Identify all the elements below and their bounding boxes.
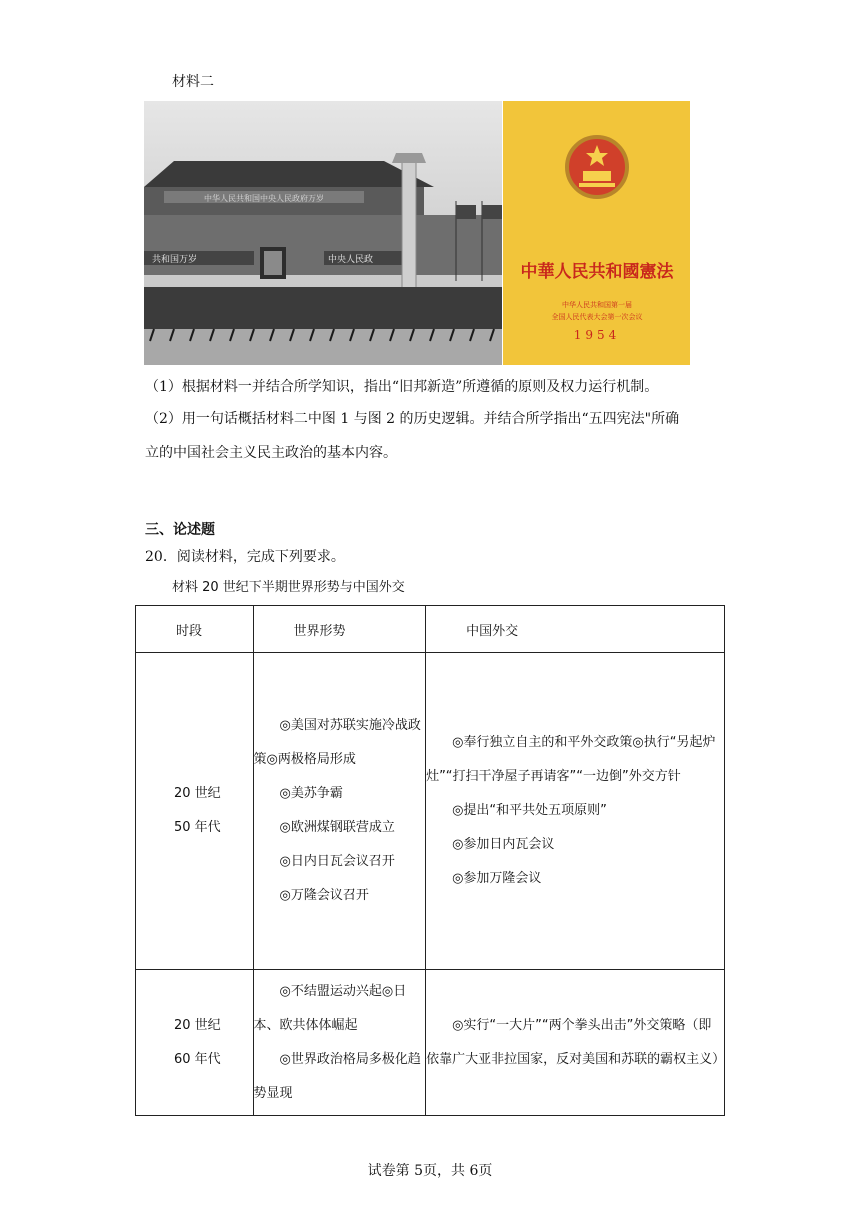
world-item: ◎不结盟运动兴起◎日本、欧共体体崛起 <box>253 983 407 1033</box>
table-header-row <box>136 606 725 653</box>
left-sign: 共和国万岁 <box>152 255 198 265</box>
question-20: 20．阅读材料，完成下列要求。 <box>145 549 345 565</box>
header-china: 中国外交 <box>426 606 725 653</box>
constitution-cover <box>503 101 690 365</box>
page-footer: 试卷第 5页，共 6页 <box>367 1163 493 1179</box>
world-item: ◎美国对苏联实施冷战政策◎两极格局形成 <box>253 718 421 767</box>
china-cell <box>426 970 725 1116</box>
section-title: 三、论述题 <box>145 522 215 538</box>
header-world: 世界形势 <box>253 606 426 653</box>
constitution-title: 中華人民共和國憲法 <box>520 262 674 282</box>
world-cell <box>253 653 426 970</box>
constitution-year: 1954 <box>573 328 621 342</box>
world-item: ◎美苏争霸 <box>279 786 343 801</box>
constitution-sub1: 中华人民共和国第一届 <box>562 301 632 309</box>
period-line: 60 年代 <box>174 1051 221 1067</box>
foreign-policy-table <box>135 605 725 1116</box>
world-item: ◎欧洲煤钢联营成立 <box>279 820 395 835</box>
world-item: ◎万隆会议召开 <box>279 888 369 903</box>
china-item: ◎提出“和平共处五项原则” <box>452 803 607 818</box>
question-2-line1: （2）用一句话概括材料二中图 1 与图 2 的历史逻辑。并结合所学指出“五四宪法"所确 <box>145 411 680 427</box>
china-item: ◎参加日内瓦会议 <box>452 837 555 852</box>
period-line: 50 年代 <box>174 820 221 835</box>
period-line: 20 世纪 <box>174 786 221 801</box>
period-cell <box>136 970 254 1116</box>
banner-text: 中华人民共和国中央人民政府万岁 <box>204 194 324 203</box>
world-item: ◎日内日瓦会议召开 <box>279 854 395 869</box>
period-cell <box>136 653 254 970</box>
table-caption: 材料 20 世纪下半期世界形势与中国外交 <box>172 580 405 595</box>
question-1: （1）根据材料一并结合所学知识，指出“旧邦新造”所遵循的原则及权力运行机制。 <box>145 379 659 395</box>
material-label: 材料二 <box>172 74 214 90</box>
china-item: ◎实行“一大片”“两个拳头出击”外交策略（即依靠广大亚非拉国家，反对美国和苏联的霸权主义） <box>426 1017 726 1067</box>
constitution-sub2: 全国人民代表大会第一次会议 <box>551 313 643 321</box>
tiananmen-parade-photo <box>144 101 502 365</box>
china-item: ◎奉行独立自主的和平外交政策◎执行“另起炉灶”“打扫干净屋子再请客”“一边倒”外交方针 <box>426 735 716 784</box>
right-sign: 中央人民政 <box>328 255 374 265</box>
period-line: 20 世纪 <box>174 1017 221 1033</box>
china-cell <box>426 653 725 970</box>
china-item: ◎参加万隆会议 <box>452 871 542 886</box>
world-cell <box>253 970 426 1116</box>
table-row <box>136 653 725 970</box>
header-period: 时段 <box>136 606 254 653</box>
table-row <box>136 970 725 1116</box>
world-item: ◎世界政治格局多极化趋势显现 <box>253 1051 421 1101</box>
question-2-line2: 立的中国社会主义民主政治的基本内容。 <box>145 445 397 461</box>
